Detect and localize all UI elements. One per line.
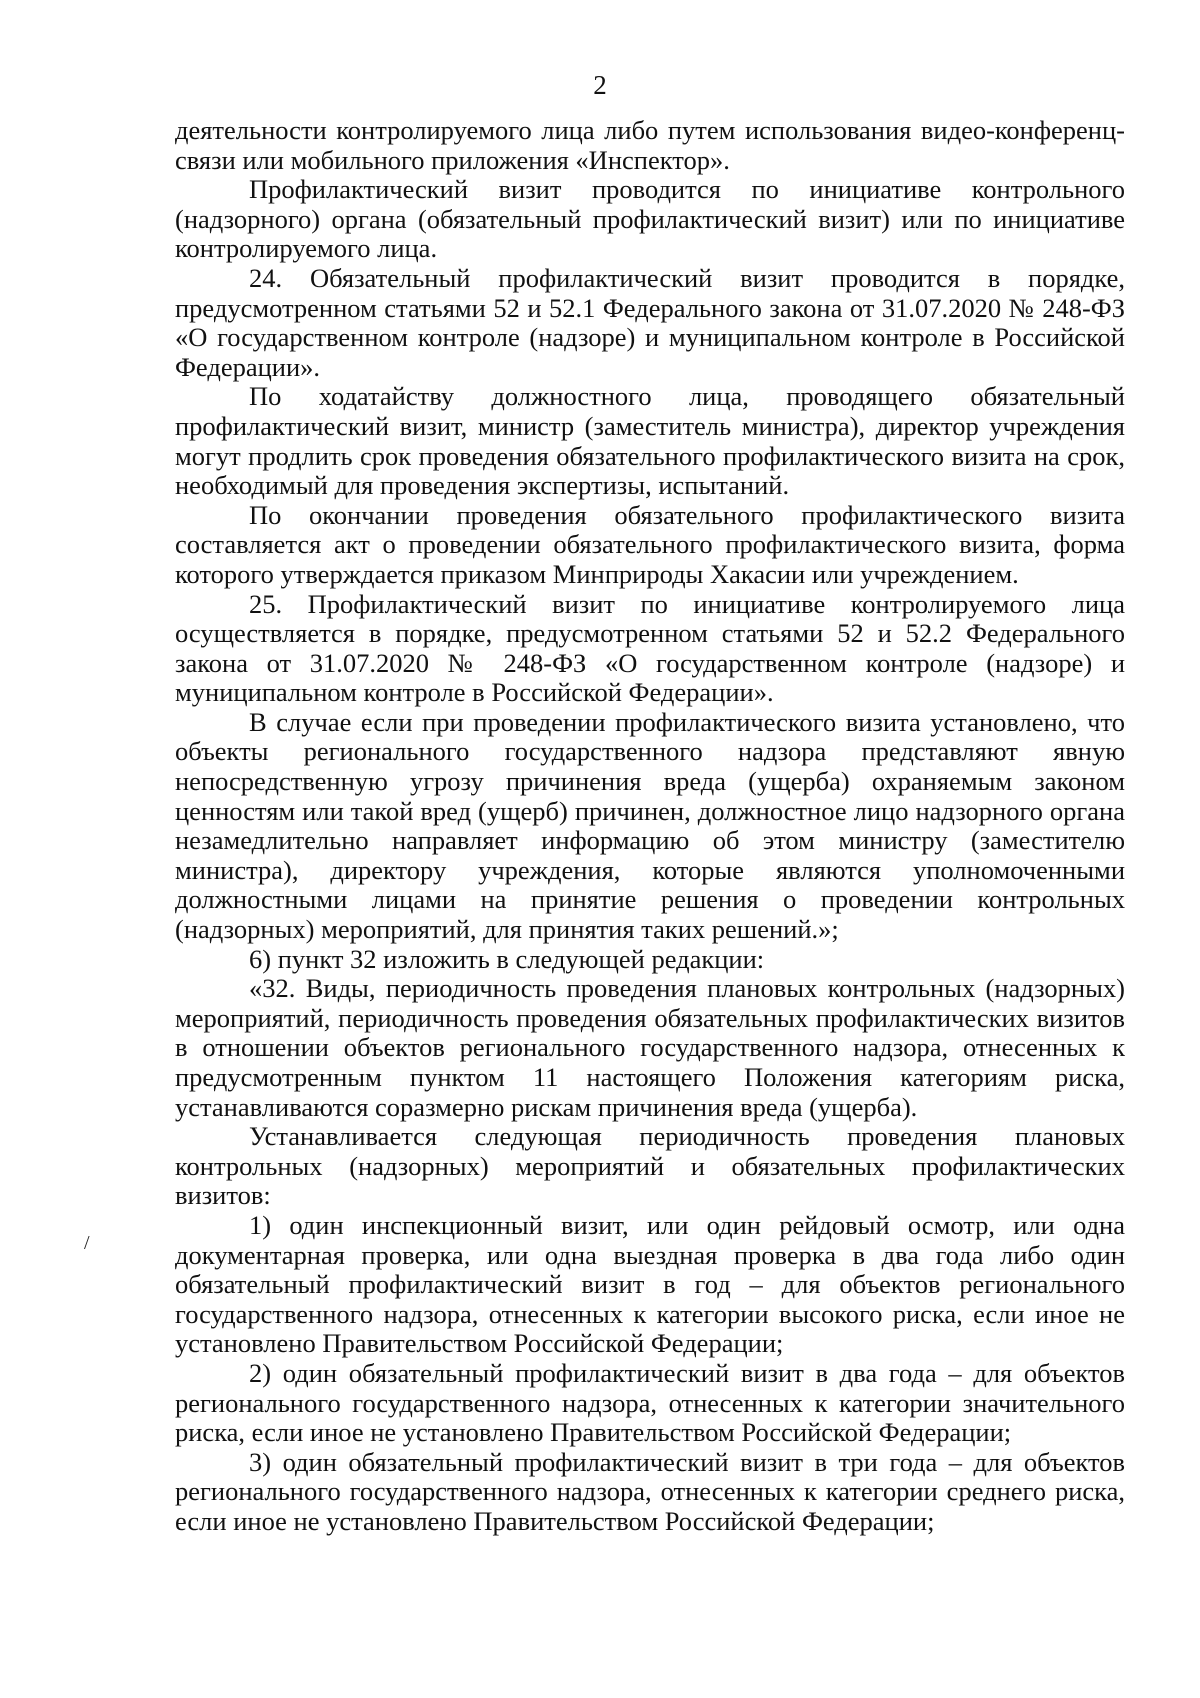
paragraph-continuation: деятельности контролируемого лица либо путем использования видео-конференц-связи или мобильного приложения «Инспектор». (175, 115, 1125, 175)
paragraph-24: 24. Обязательный профилактический визит проводится в порядке, предусмотренном статьями 52 и 52.1 Федерального закона от 31.07.2020 № 248-ФЗ «О государственном контроле (надзоре) и муниципальном контроле в Российской Федерации». (175, 262, 1125, 382)
list-item-2: 2) один обязательный профилактический визит в два года – для объектов регионального государственного надзора, отнесенных к категории значительного риска, если иное не установлено Правительством Российской Федерации; (175, 1357, 1125, 1448)
paragraph-periodicity: Устанавливается следующая периодичность проведения плановых контрольных (надзорных) мероприятий и обязательных профилактических визитов: (175, 1121, 1125, 1211)
paragraph-item-6: 6) пункт 32 изложить в следующей редакции: (249, 943, 765, 974)
list-item-1: 1) один инспекционный визит, или один рейдовый осмотр, или одна документарная проверка, или одна выездная проверка в два года либо один обязательный профилактический визит в год – для объектов регионального государственного надзора, отнесенных к категории высокого риска, если иное не установлено Правительством Российской Федерации; (175, 1209, 1125, 1359)
paragraph-act: По окончании проведения обязательного профилактического визита составляется акт о проведении обязательного профилактического визита, форма которого утверждается приказом Минприроды Хакасии или учреждением. (175, 499, 1125, 589)
paragraph-extension: По ходатайству должностного лица, проводящего обязательный профилактический визит, министр (заместитель министра), директор учреждения могут продлить срок проведения обязательного профилактического визита на срок, необходимый для проведения экспертизы, испытаний. (175, 381, 1125, 501)
paragraph-32: «32. Виды, периодичность проведения плановых контрольных (надзорных) мероприятий, периодичность проведения обязательных профилактических визитов в отношении объектов регионального государственного надзора, отнесенных к предусмотренным пунктом 11 настоящего Положения категориям риска, устанавливаются соразмерно рискам причинения вреда (ущерба). (175, 973, 1125, 1122)
paragraph-visit-initiative: Профилактический визит проводится по инициативе контрольного (надзорного) органа (обязательный профилактический визит) или по инициативе контролируемого лица. (175, 174, 1125, 264)
paragraph-threat: В случае если при проведении профилактического визита установлено, что объекты регионального государственного надзора представляют явную непосредственную угрозу причинения вреда (ущерба) охраняемым законом ценностям или такой вред (ущерб) причинен, должностное лицо надзорного органа незамедлительно направляет информацию об этом министру (заместителю министра), директору учреждения, которые являются уполномоченными должностными лицами на принятие решения о проведении контрольных (надзорных) мероприятий, для принятия таких решений.»; (175, 706, 1125, 945)
margin-pen-mark: / (84, 1232, 90, 1254)
document-body (175, 116, 1125, 1537)
paragraph-25: 25. Профилактический визит по инициативе контролируемого лица осуществляется в порядке, предусмотренном статьями 52 и 52.2 Федерального закона от 31.07.2020 № 248-ФЗ «О государственном контроле (надзоре) и муниципальном контроле в Российской Федерации». (175, 588, 1125, 708)
page-number: 2 (593, 70, 607, 100)
list-item-3: 3) один обязательный профилактический визит в три года – для объектов регионального государственного надзора, отнесенных к категории среднего риска, если иное не установлено Правительством Российской Федерации; (175, 1446, 1125, 1536)
